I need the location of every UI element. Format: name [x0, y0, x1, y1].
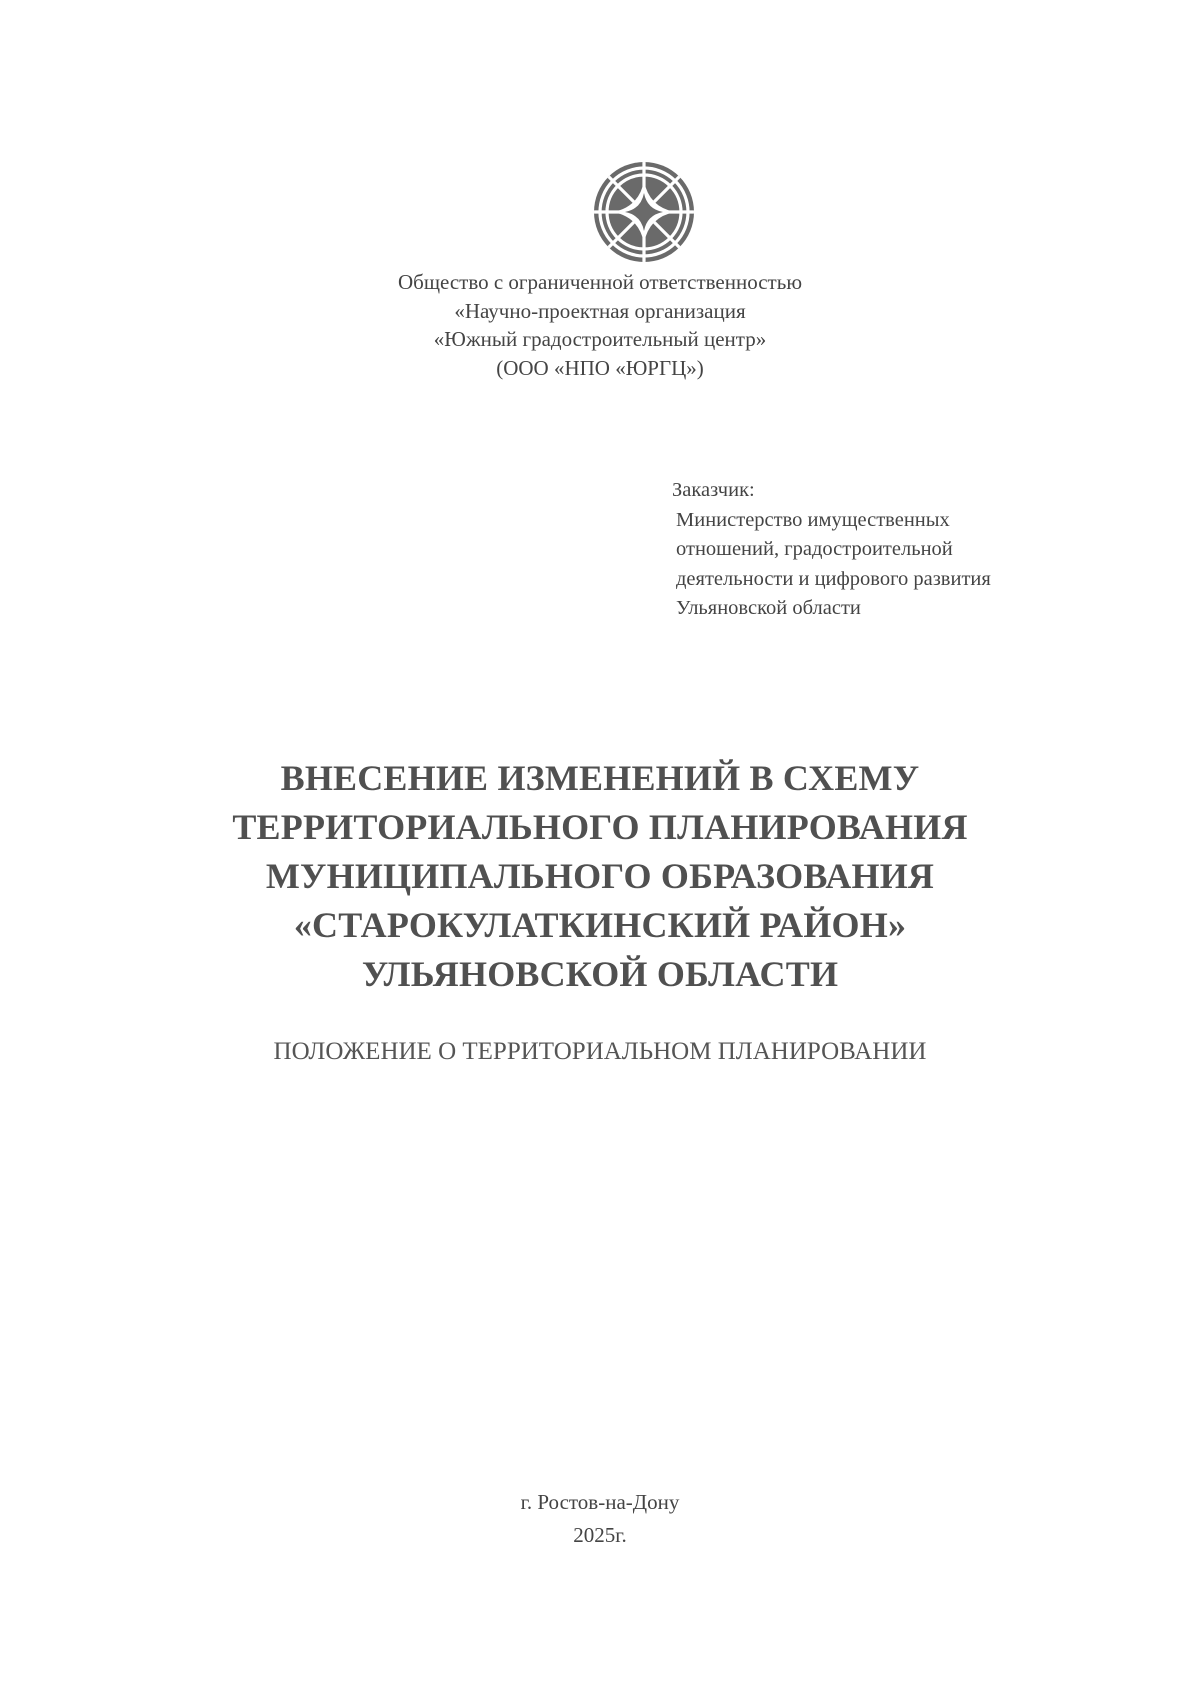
- customer-line: отношений, градостроительной: [676, 538, 953, 560]
- customer-line: Министерство имущественных: [676, 508, 950, 531]
- title-line: УЛЬЯНОВСКОЙ ОБЛАСТИ: [361, 954, 839, 994]
- organization-line: Общество с ограниченной ответственностью: [397, 270, 803, 294]
- customer-line: деятельности и цифрового развития: [676, 567, 991, 590]
- organization-block: [0, 268, 1200, 382]
- organization-line: «Научно-проектная организация: [454, 298, 746, 323]
- customer-block: [672, 476, 991, 624]
- document-title: [0, 754, 1200, 999]
- document-subtitle: ПОЛОЖЕНИЕ О ТЕРРИТОРИАЛЬНОМ ПЛАНИРОВАНИИ: [273, 1038, 927, 1065]
- title-line: «СТАРОКУЛАТКИНСКИЙ РАЙОН»: [293, 905, 907, 945]
- title-line: МУНИЦИПАЛЬНОГО ОБРАЗОВАНИЯ: [265, 856, 935, 896]
- footer-year: 2025г.: [573, 1523, 627, 1547]
- customer-line: Ульяновской области: [676, 597, 861, 619]
- organization-logo-icon: [589, 157, 699, 267]
- organization-line: «Южный градостроительный центр»: [433, 327, 767, 351]
- footer-city: г. Ростов-на-Дону: [520, 1490, 680, 1514]
- title-line: ВНЕСЕНИЕ ИЗМЕНЕНИЙ В СХЕМУ: [280, 758, 920, 798]
- organization-line: (ООО «НПО «ЮРГЦ»): [496, 355, 704, 380]
- title-line: ТЕРРИТОРИАЛЬНОГО ПЛАНИРОВАНИЯ: [232, 807, 968, 847]
- footer-block: [0, 1486, 1200, 1552]
- customer-label: Заказчик:: [672, 479, 755, 501]
